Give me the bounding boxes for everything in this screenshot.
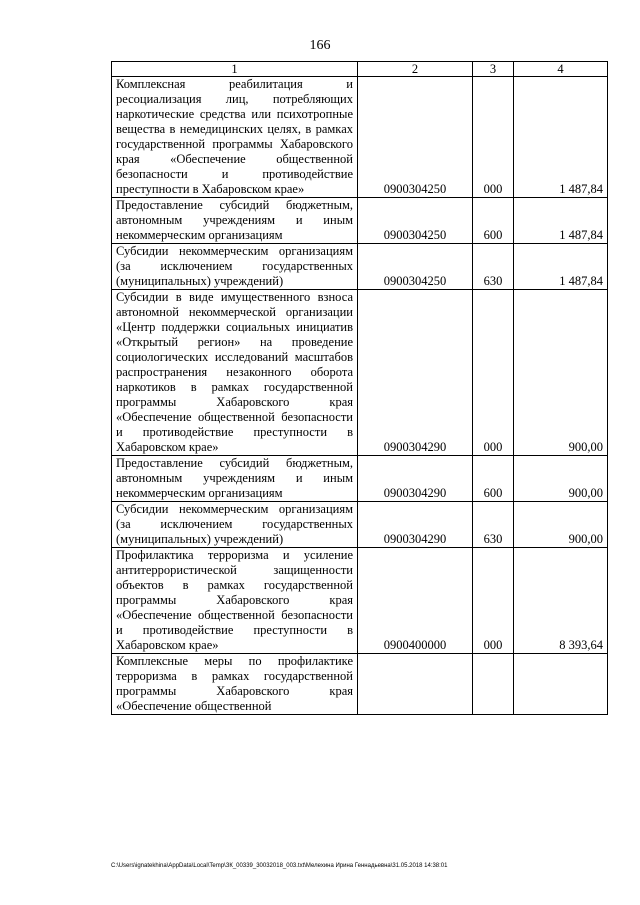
table-row — [112, 244, 608, 290]
row-name: Субсидии в виде имущественного взноса автономной некоммерческой организации «Центр поддержки социальных инициатив «Открытый регион» на проведение социологических исследований масштабов распространения незаконного оборота наркотиков в рамках государственной программы Хабаровского края «Обеспечение общественной безопасности и противодействие преступности в Хабаровском крае» — [112, 290, 358, 456]
row-amount: 900,00 — [514, 290, 608, 456]
header-col-4: 4 — [514, 62, 608, 77]
row-type: 000 — [473, 77, 514, 198]
table-header-row — [112, 62, 608, 77]
row-name: Комплексная реабилитация и ресоциализация лиц, потребляющих наркотические средства или психотропные вещества в немедицинских целях, в рамках государственной программы Хабаровского края «Обеспечение общественной безопасности и противодействие преступности в Хабаровском крае» — [112, 77, 358, 198]
table-row — [112, 502, 608, 548]
table-row — [112, 290, 608, 456]
row-amount: 8 393,64 — [514, 548, 608, 654]
header-col-3: 3 — [473, 62, 514, 77]
row-name: Предоставление субсидий бюджетным, автономным учреждениям и иным некоммерческим организациям — [112, 456, 358, 502]
row-code: 0900304290 — [358, 456, 473, 502]
row-name: Субсидии некоммерческим организациям (за исключением государственных (муниципальных) учреждений) — [112, 502, 358, 548]
row-name: Субсидии некоммерческим организациям (за исключением государственных (муниципальных) учреждений) — [112, 244, 358, 290]
row-code: 0900304250 — [358, 198, 473, 244]
file-path-footer: C:\Users\ignatekhina\AppData\Local\Temp\ЗК_00339_30032018_003.txt\Мелехина Ирина Геннадьевна\31.05.2018 14:38:01 — [111, 863, 448, 869]
row-name: Профилактика терроризма и усиление антитеррористической защищенности объектов в рамках государственной программы Хабаровского края «Обеспечение общественной безопасности и противодействие преступности в Хабаровском крае» — [112, 548, 358, 654]
row-amount: 1 487,84 — [514, 77, 608, 198]
row-amount: 900,00 — [514, 456, 608, 502]
row-code: 0900304290 — [358, 502, 473, 548]
row-amount: 1 487,84 — [514, 244, 608, 290]
row-type — [473, 654, 514, 715]
table-row — [112, 456, 608, 502]
row-type: 600 — [473, 456, 514, 502]
table-row — [112, 77, 608, 198]
row-amount: 1 487,84 — [514, 198, 608, 244]
table-row — [112, 654, 608, 715]
header-col-1: 1 — [112, 62, 358, 77]
budget-table — [111, 61, 608, 715]
page-number: 166 — [309, 38, 331, 53]
row-amount: 900,00 — [514, 502, 608, 548]
row-type: 000 — [473, 290, 514, 456]
row-type: 630 — [473, 244, 514, 290]
table-row — [112, 198, 608, 244]
row-amount — [514, 654, 608, 715]
row-code — [358, 654, 473, 715]
row-code: 0900304290 — [358, 290, 473, 456]
row-type: 000 — [473, 548, 514, 654]
row-code: 0900400000 — [358, 548, 473, 654]
row-name: Комплексные меры по профилактике терроризма в рамках государственной программы Хабаровского края «Обеспечение общественной — [112, 654, 358, 715]
row-type: 600 — [473, 198, 514, 244]
table-row — [112, 548, 608, 654]
row-name: Предоставление субсидий бюджетным, автономным учреждениям и иным некоммерческим организациям — [112, 198, 358, 244]
row-code: 0900304250 — [358, 244, 473, 290]
row-code: 0900304250 — [358, 77, 473, 198]
row-type: 630 — [473, 502, 514, 548]
header-col-2: 2 — [358, 62, 473, 77]
